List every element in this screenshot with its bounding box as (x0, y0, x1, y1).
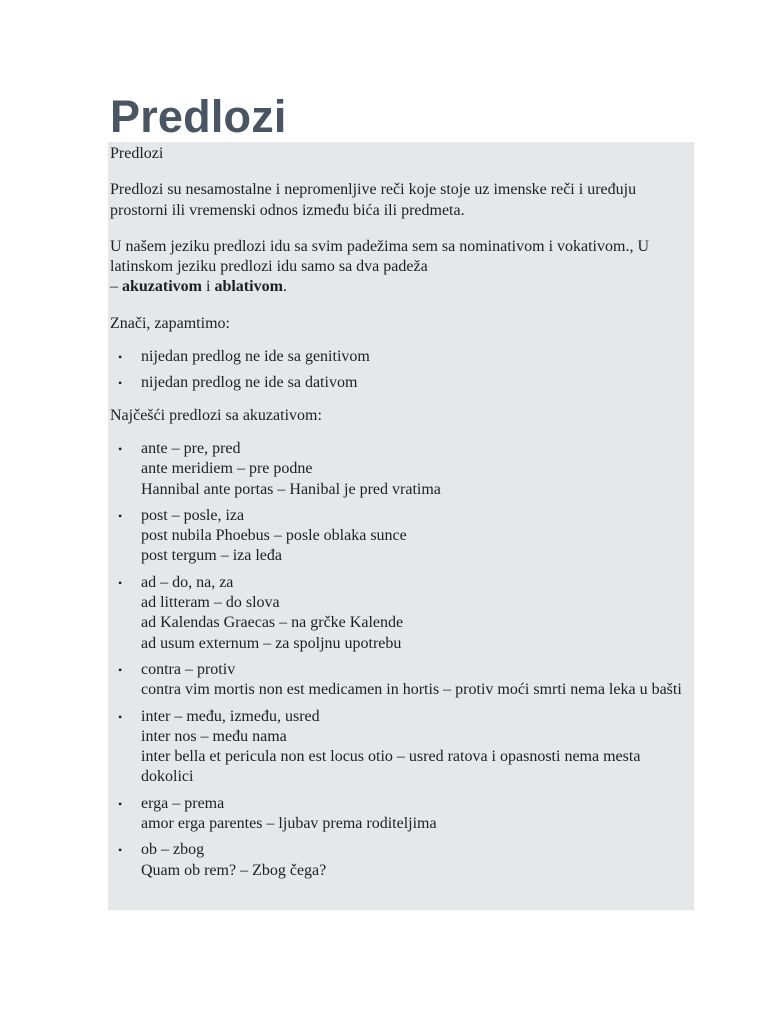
preposition-entry: ob – zbog (141, 841, 205, 859)
list-item (110, 794, 688, 835)
cases-text: U našem jeziku predlozi idu sa svim padežima sem sa nominativom i vokativom., U latinskom jeziku predlozi idu samo sa dva padeža (110, 237, 649, 276)
list-item (110, 439, 688, 500)
rules-list (110, 347, 688, 394)
bullet-icon: • (118, 662, 123, 677)
accusative-bold: akuzativom (122, 278, 202, 296)
example-line: ad Kalendas Graecas – na grčke Kalende (141, 614, 404, 632)
preposition-entry: post – posle, iza (141, 506, 245, 524)
bullet-icon: • (118, 796, 123, 811)
cases-paragraph (110, 237, 688, 298)
bullet-icon: • (118, 575, 123, 590)
ablative-bold: ablativom (214, 278, 283, 296)
accusative-heading: Najčešći predlozi sa akuzativom: (110, 406, 322, 424)
preposition-entry: ante – pre, pred (141, 439, 241, 457)
bullet-icon: • (118, 350, 123, 365)
list-item (110, 707, 688, 788)
example-line: ad usum externum – za spoljnu upotrebu (141, 634, 402, 652)
page-title: Predlozi (110, 91, 287, 142)
list-item (110, 347, 688, 367)
list-item (110, 573, 688, 654)
rule-text: nijedan predlog ne ide sa dativom (141, 374, 358, 392)
bullet-icon: • (118, 441, 123, 456)
preposition-entry: inter – među, između, usred (141, 707, 320, 725)
cases-connector: i (202, 278, 215, 296)
document-body (108, 142, 694, 910)
example-line: Quam ob rem? – Zbog čega? (141, 861, 327, 879)
list-item (110, 840, 688, 881)
rule-text: nijedan predlog ne ide sa genitivom (141, 348, 370, 366)
example-line: inter bella et pericula non est locus otio – usred ratova i opasnosti nema mesta dokolici (141, 748, 641, 786)
list-item (110, 373, 688, 393)
example-line: post tergum – iza leđa (141, 547, 282, 565)
example-line: contra vim mortis non est medicamen in hortis – protiv moći smrti nema leka u bašti (141, 681, 682, 699)
preposition-entry: erga – prema (141, 794, 225, 812)
example-line: amor erga parentes – ljubav prema roditeljima (141, 815, 437, 833)
preposition-entry: ad – do, na, za (141, 573, 234, 591)
intro-paragraph: Predlozi su nesamostalne i nepromenljive reči koje stoje uz imenske reči i uređuju prostorni ili vremenski odnos između bića ili predmeta. (110, 181, 637, 219)
preposition-entry: contra – protiv (141, 660, 236, 678)
example-line: ante meridiem – pre podne (141, 460, 313, 478)
bullet-icon: • (118, 508, 123, 523)
list-item (110, 660, 688, 701)
cases-dash: – (110, 278, 122, 296)
bullet-icon: • (118, 843, 123, 858)
remember-label: Znači, zapamtimo: (110, 314, 230, 332)
example-line: Hannibal ante portas – Hanibal je pred vratima (141, 480, 441, 498)
prepositions-list (110, 439, 688, 881)
cases-end: . (282, 278, 287, 296)
example-line: ad litteram – do slova (141, 594, 280, 612)
bullet-icon: • (118, 709, 123, 724)
subtitle: Predlozi (110, 145, 164, 162)
bullet-icon: • (118, 376, 123, 391)
list-item (110, 506, 688, 567)
example-line: post nubila Phoebus – posle oblaka sunce (141, 527, 407, 545)
example-line: inter nos – među nama (141, 727, 287, 745)
